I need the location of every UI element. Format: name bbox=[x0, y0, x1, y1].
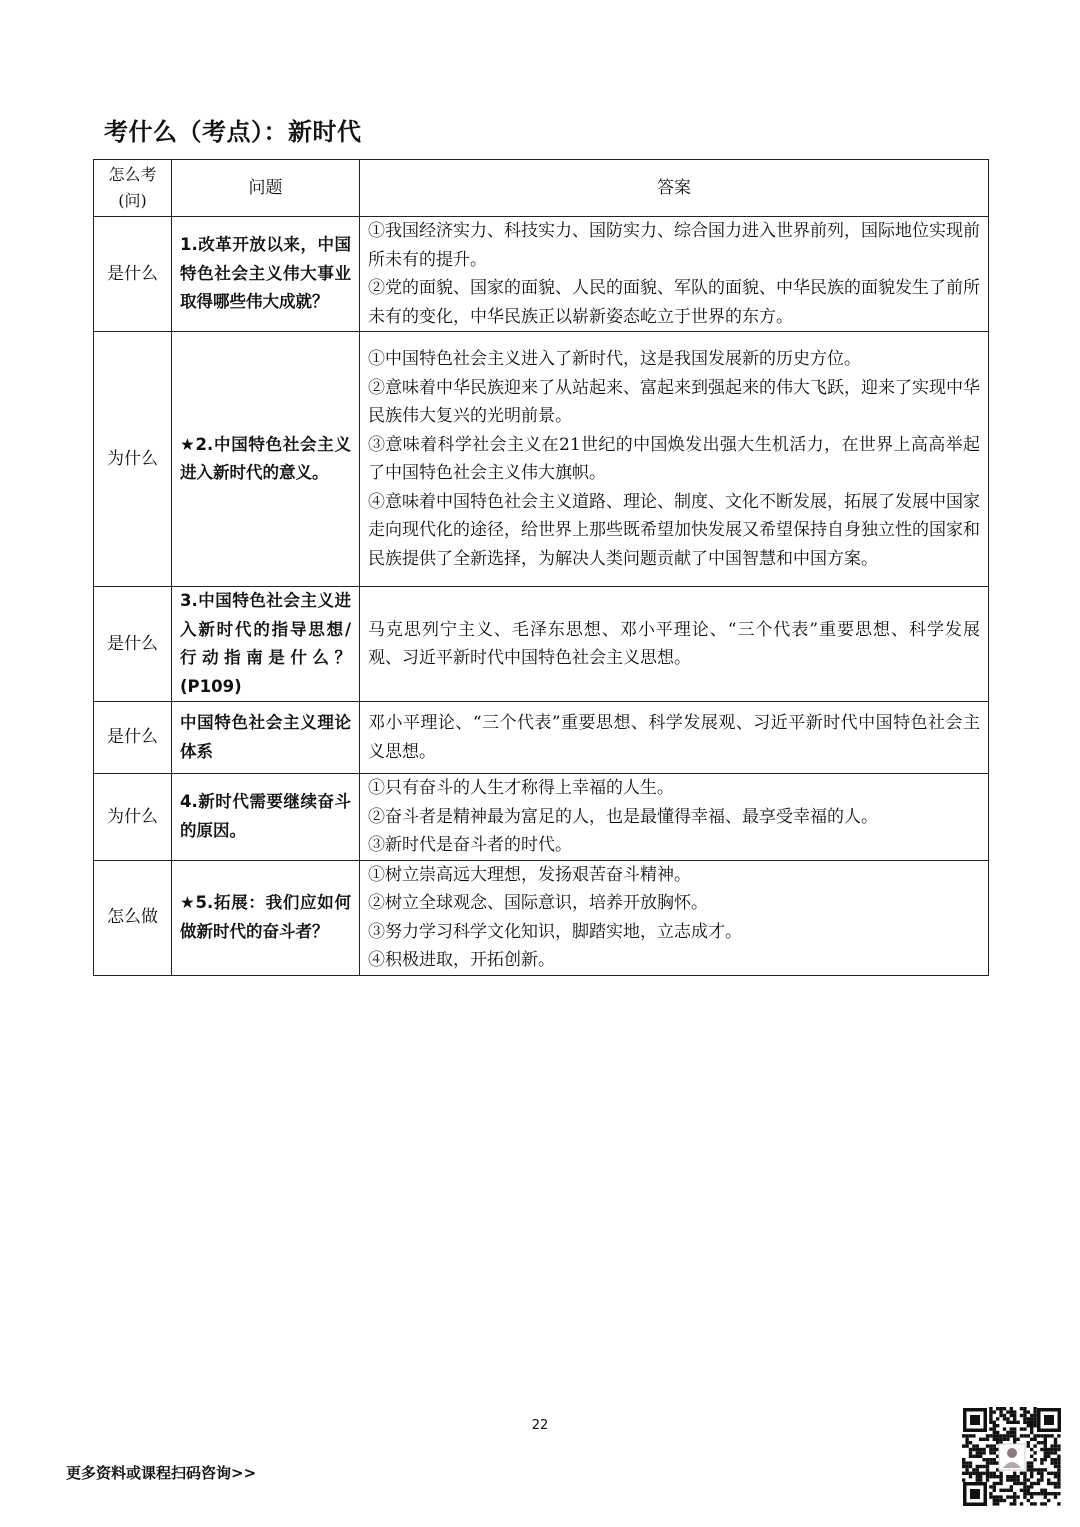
table-row bbox=[94, 774, 989, 861]
answer-item: ②奋斗者是精神最为富足的人，也是最懂得幸福、最享受幸福的人。 bbox=[368, 806, 878, 827]
row-question: 3.中国特色社会主义进入新时代的指导思想/行动指南是什么？(P109) bbox=[172, 587, 360, 702]
page-title: 考什么（考点）：新时代 bbox=[104, 118, 362, 146]
row-category: 为什么 bbox=[94, 774, 172, 861]
answer-item: ④意味着中国特色社会主义道路、理论、制度、文化不断发展，拓展了发展中国家走向现代化的途径，给世界上那些既希望加快发展又希望保持自身独立性的国家和民族提供了全新选择，为解决人类问题贡献了中国智慧和中国方案。 bbox=[368, 491, 980, 569]
answer-item: ①树立崇高远大理想，发扬艰苦奋斗精神。 bbox=[368, 864, 691, 885]
table-header-row bbox=[94, 160, 989, 217]
row-answer bbox=[360, 217, 989, 332]
answer-item: ①只有奋斗的人生才称得上幸福的人生。 bbox=[368, 778, 674, 798]
table-row bbox=[94, 217, 989, 332]
answer-item: ③意味着科学社会主义在21世纪的中国焕发出强大生机活力，在世界上高高举起了中国特色社会主义伟大旗帜。 bbox=[368, 434, 980, 483]
row-category: 是什么 bbox=[94, 587, 172, 702]
table-row bbox=[94, 332, 989, 587]
answer-item: ④积极进取，开拓创新。 bbox=[368, 950, 555, 970]
row-question: 1.改革开放以来，中国特色社会主义伟大事业取得哪些伟大成就？ bbox=[172, 217, 360, 332]
header-how-line1: 怎么考 bbox=[108, 165, 157, 184]
table-row bbox=[94, 702, 989, 774]
answer-item: ①我国经济实力、科技实力、国防实力、综合国力进入世界前列，国际地位实现前所未有的提升。 bbox=[368, 221, 980, 270]
row-answer bbox=[360, 587, 989, 702]
row-answer bbox=[360, 774, 989, 861]
row-category: 是什么 bbox=[94, 217, 172, 332]
row-answer bbox=[360, 332, 989, 587]
row-question: ★2.中国特色社会主义进入新时代的意义。 bbox=[172, 332, 360, 587]
exam-points-table bbox=[93, 159, 989, 976]
answer-item: ②意味着中华民族迎来了从站起来、富起来到强起来的伟大飞跃，迎来了实现中华民族伟大复兴的光明前景。 bbox=[368, 377, 980, 426]
row-category: 是什么 bbox=[94, 702, 172, 774]
answer-item: ③努力学习科学文化知识，脚踏实地，立志成才。 bbox=[368, 921, 742, 942]
row-answer bbox=[360, 702, 989, 774]
header-how-to-test bbox=[94, 160, 172, 217]
table-row bbox=[94, 860, 989, 975]
row-question: 4.新时代需要继续奋斗的原因。 bbox=[172, 774, 360, 861]
header-question: 问题 bbox=[172, 160, 360, 217]
page-number: 22 bbox=[531, 1418, 549, 1433]
row-category: 怎么做 bbox=[94, 860, 172, 975]
answer-item: ②党的面貌、国家的面貌、人民的面貌、军队的面貌、中华民族的面貌发生了前所未有的变化，中华民族正以崭新姿态屹立于世界的东方。 bbox=[368, 278, 980, 327]
answer-item: 邓小平理论、“三个代表”重要思想、科学发展观、习近平新时代中国特色社会主义思想。 bbox=[368, 713, 980, 762]
row-answer bbox=[360, 860, 989, 975]
header-answer: 答案 bbox=[360, 160, 989, 217]
answer-item: ②树立全球观念、国际意识，培养开放胸怀。 bbox=[368, 893, 708, 913]
answer-item: ①中国特色社会主义进入了新时代，这是我国发展新的历史方位。 bbox=[368, 349, 861, 369]
row-category: 为什么 bbox=[94, 332, 172, 587]
header-how-line2: (问) bbox=[118, 191, 147, 210]
table-row bbox=[94, 587, 989, 702]
row-question: 中国特色社会主义理论体系 bbox=[172, 702, 360, 774]
row-question: ★5.拓展：我们应如何做新时代的奋斗者？ bbox=[172, 860, 360, 975]
qr-code-icon[interactable] bbox=[961, 1406, 1063, 1508]
answer-item: 马克思列宁主义、毛泽东思想、邓小平理论、“三个代表”重要思想、科学发展观、习近平新时代中国特色社会主义思想。 bbox=[368, 619, 980, 668]
footer-scan-prompt: 更多资料或课程扫码咨询>> bbox=[66, 1464, 257, 1482]
answer-item: ③新时代是奋斗者的时代。 bbox=[368, 835, 572, 855]
